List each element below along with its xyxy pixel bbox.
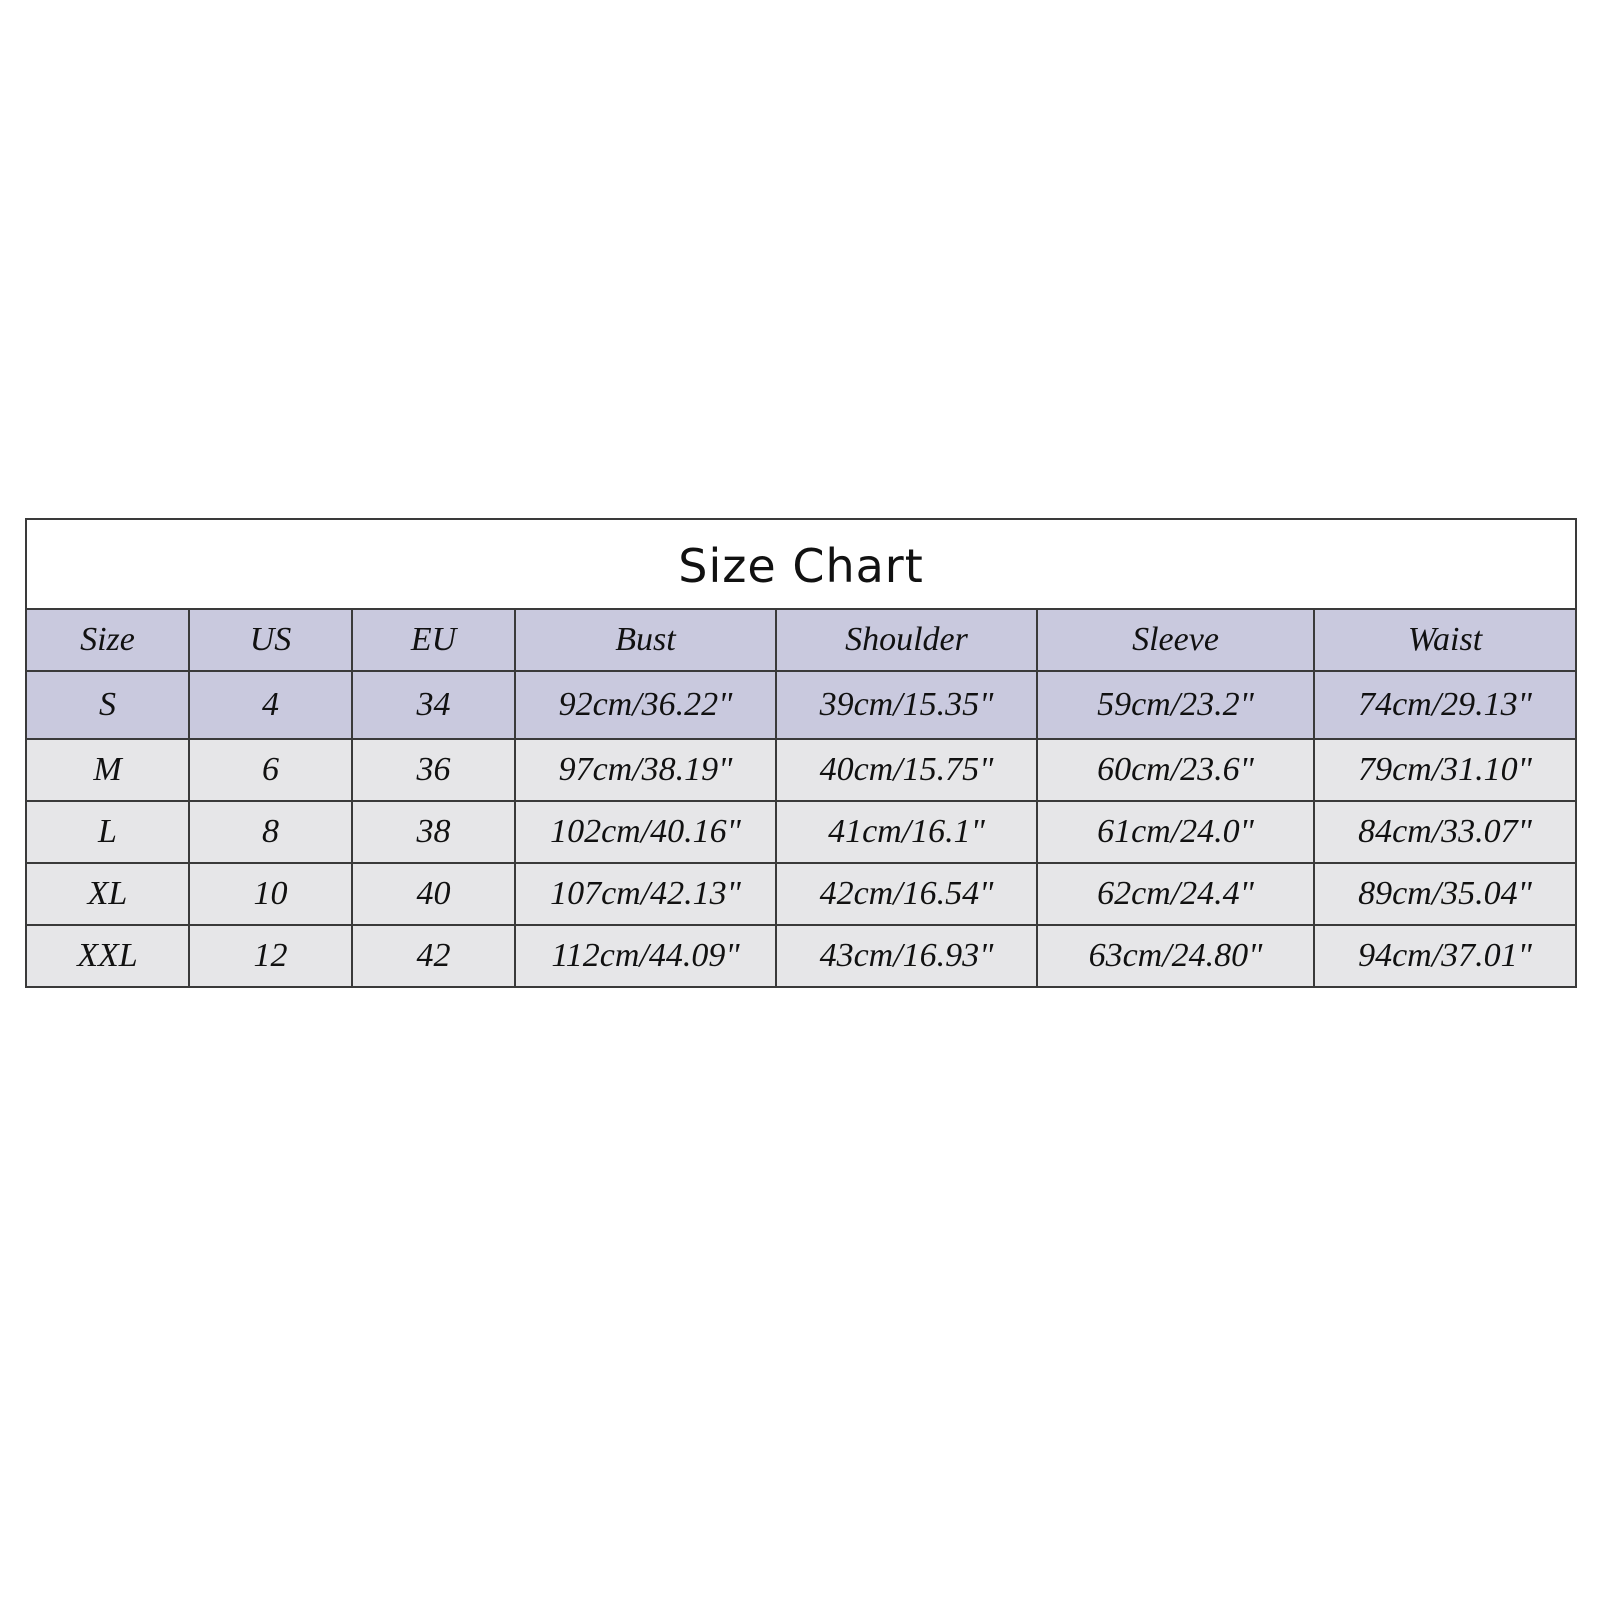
cell-waist: 84cm/33.07" bbox=[1314, 801, 1576, 863]
column-header-us: US bbox=[189, 609, 352, 671]
cell-shoulder: 43cm/16.93" bbox=[776, 925, 1037, 987]
cell-us: 4 bbox=[189, 671, 352, 739]
cell-waist: 74cm/29.13" bbox=[1314, 671, 1576, 739]
cell-us: 8 bbox=[189, 801, 352, 863]
cell-sleeve: 60cm/23.6" bbox=[1037, 739, 1314, 801]
cell-bust: 92cm/36.22" bbox=[515, 671, 776, 739]
cell-sleeve: 61cm/24.0" bbox=[1037, 801, 1314, 863]
cell-shoulder: 40cm/15.75" bbox=[776, 739, 1037, 801]
size-chart-table bbox=[25, 518, 1577, 988]
cell-bust: 97cm/38.19" bbox=[515, 739, 776, 801]
cell-waist: 79cm/31.10" bbox=[1314, 739, 1576, 801]
cell-bust: 102cm/40.16" bbox=[515, 801, 776, 863]
cell-shoulder: 39cm/15.35" bbox=[776, 671, 1037, 739]
table-row bbox=[26, 671, 1576, 739]
table-row bbox=[26, 801, 1576, 863]
table-row bbox=[26, 925, 1576, 987]
cell-size: XL bbox=[26, 863, 189, 925]
cell-us: 10 bbox=[189, 863, 352, 925]
cell-size: M bbox=[26, 739, 189, 801]
cell-bust: 107cm/42.13" bbox=[515, 863, 776, 925]
cell-us: 12 bbox=[189, 925, 352, 987]
cell-eu: 36 bbox=[352, 739, 515, 801]
cell-sleeve: 59cm/23.2" bbox=[1037, 671, 1314, 739]
cell-shoulder: 42cm/16.54" bbox=[776, 863, 1037, 925]
cell-us: 6 bbox=[189, 739, 352, 801]
cell-size: XXL bbox=[26, 925, 189, 987]
size-chart bbox=[25, 518, 1575, 988]
cell-bust: 112cm/44.09" bbox=[515, 925, 776, 987]
cell-eu: 38 bbox=[352, 801, 515, 863]
cell-waist: 89cm/35.04" bbox=[1314, 863, 1576, 925]
column-header-sleeve: Sleeve bbox=[1037, 609, 1314, 671]
cell-waist: 94cm/37.01" bbox=[1314, 925, 1576, 987]
cell-eu: 34 bbox=[352, 671, 515, 739]
cell-shoulder: 41cm/16.1" bbox=[776, 801, 1037, 863]
column-header-bust: Bust bbox=[515, 609, 776, 671]
column-header-shoulder: Shoulder bbox=[776, 609, 1037, 671]
column-header-size: Size bbox=[26, 609, 189, 671]
header-row bbox=[26, 609, 1576, 671]
column-header-eu: EU bbox=[352, 609, 515, 671]
table-row bbox=[26, 863, 1576, 925]
cell-size: L bbox=[26, 801, 189, 863]
cell-eu: 42 bbox=[352, 925, 515, 987]
cell-sleeve: 63cm/24.80" bbox=[1037, 925, 1314, 987]
cell-sleeve: 62cm/24.4" bbox=[1037, 863, 1314, 925]
cell-size: S bbox=[26, 671, 189, 739]
column-header-waist: Waist bbox=[1314, 609, 1576, 671]
chart-title: Size Chart bbox=[26, 519, 1576, 609]
table-row bbox=[26, 739, 1576, 801]
cell-eu: 40 bbox=[352, 863, 515, 925]
